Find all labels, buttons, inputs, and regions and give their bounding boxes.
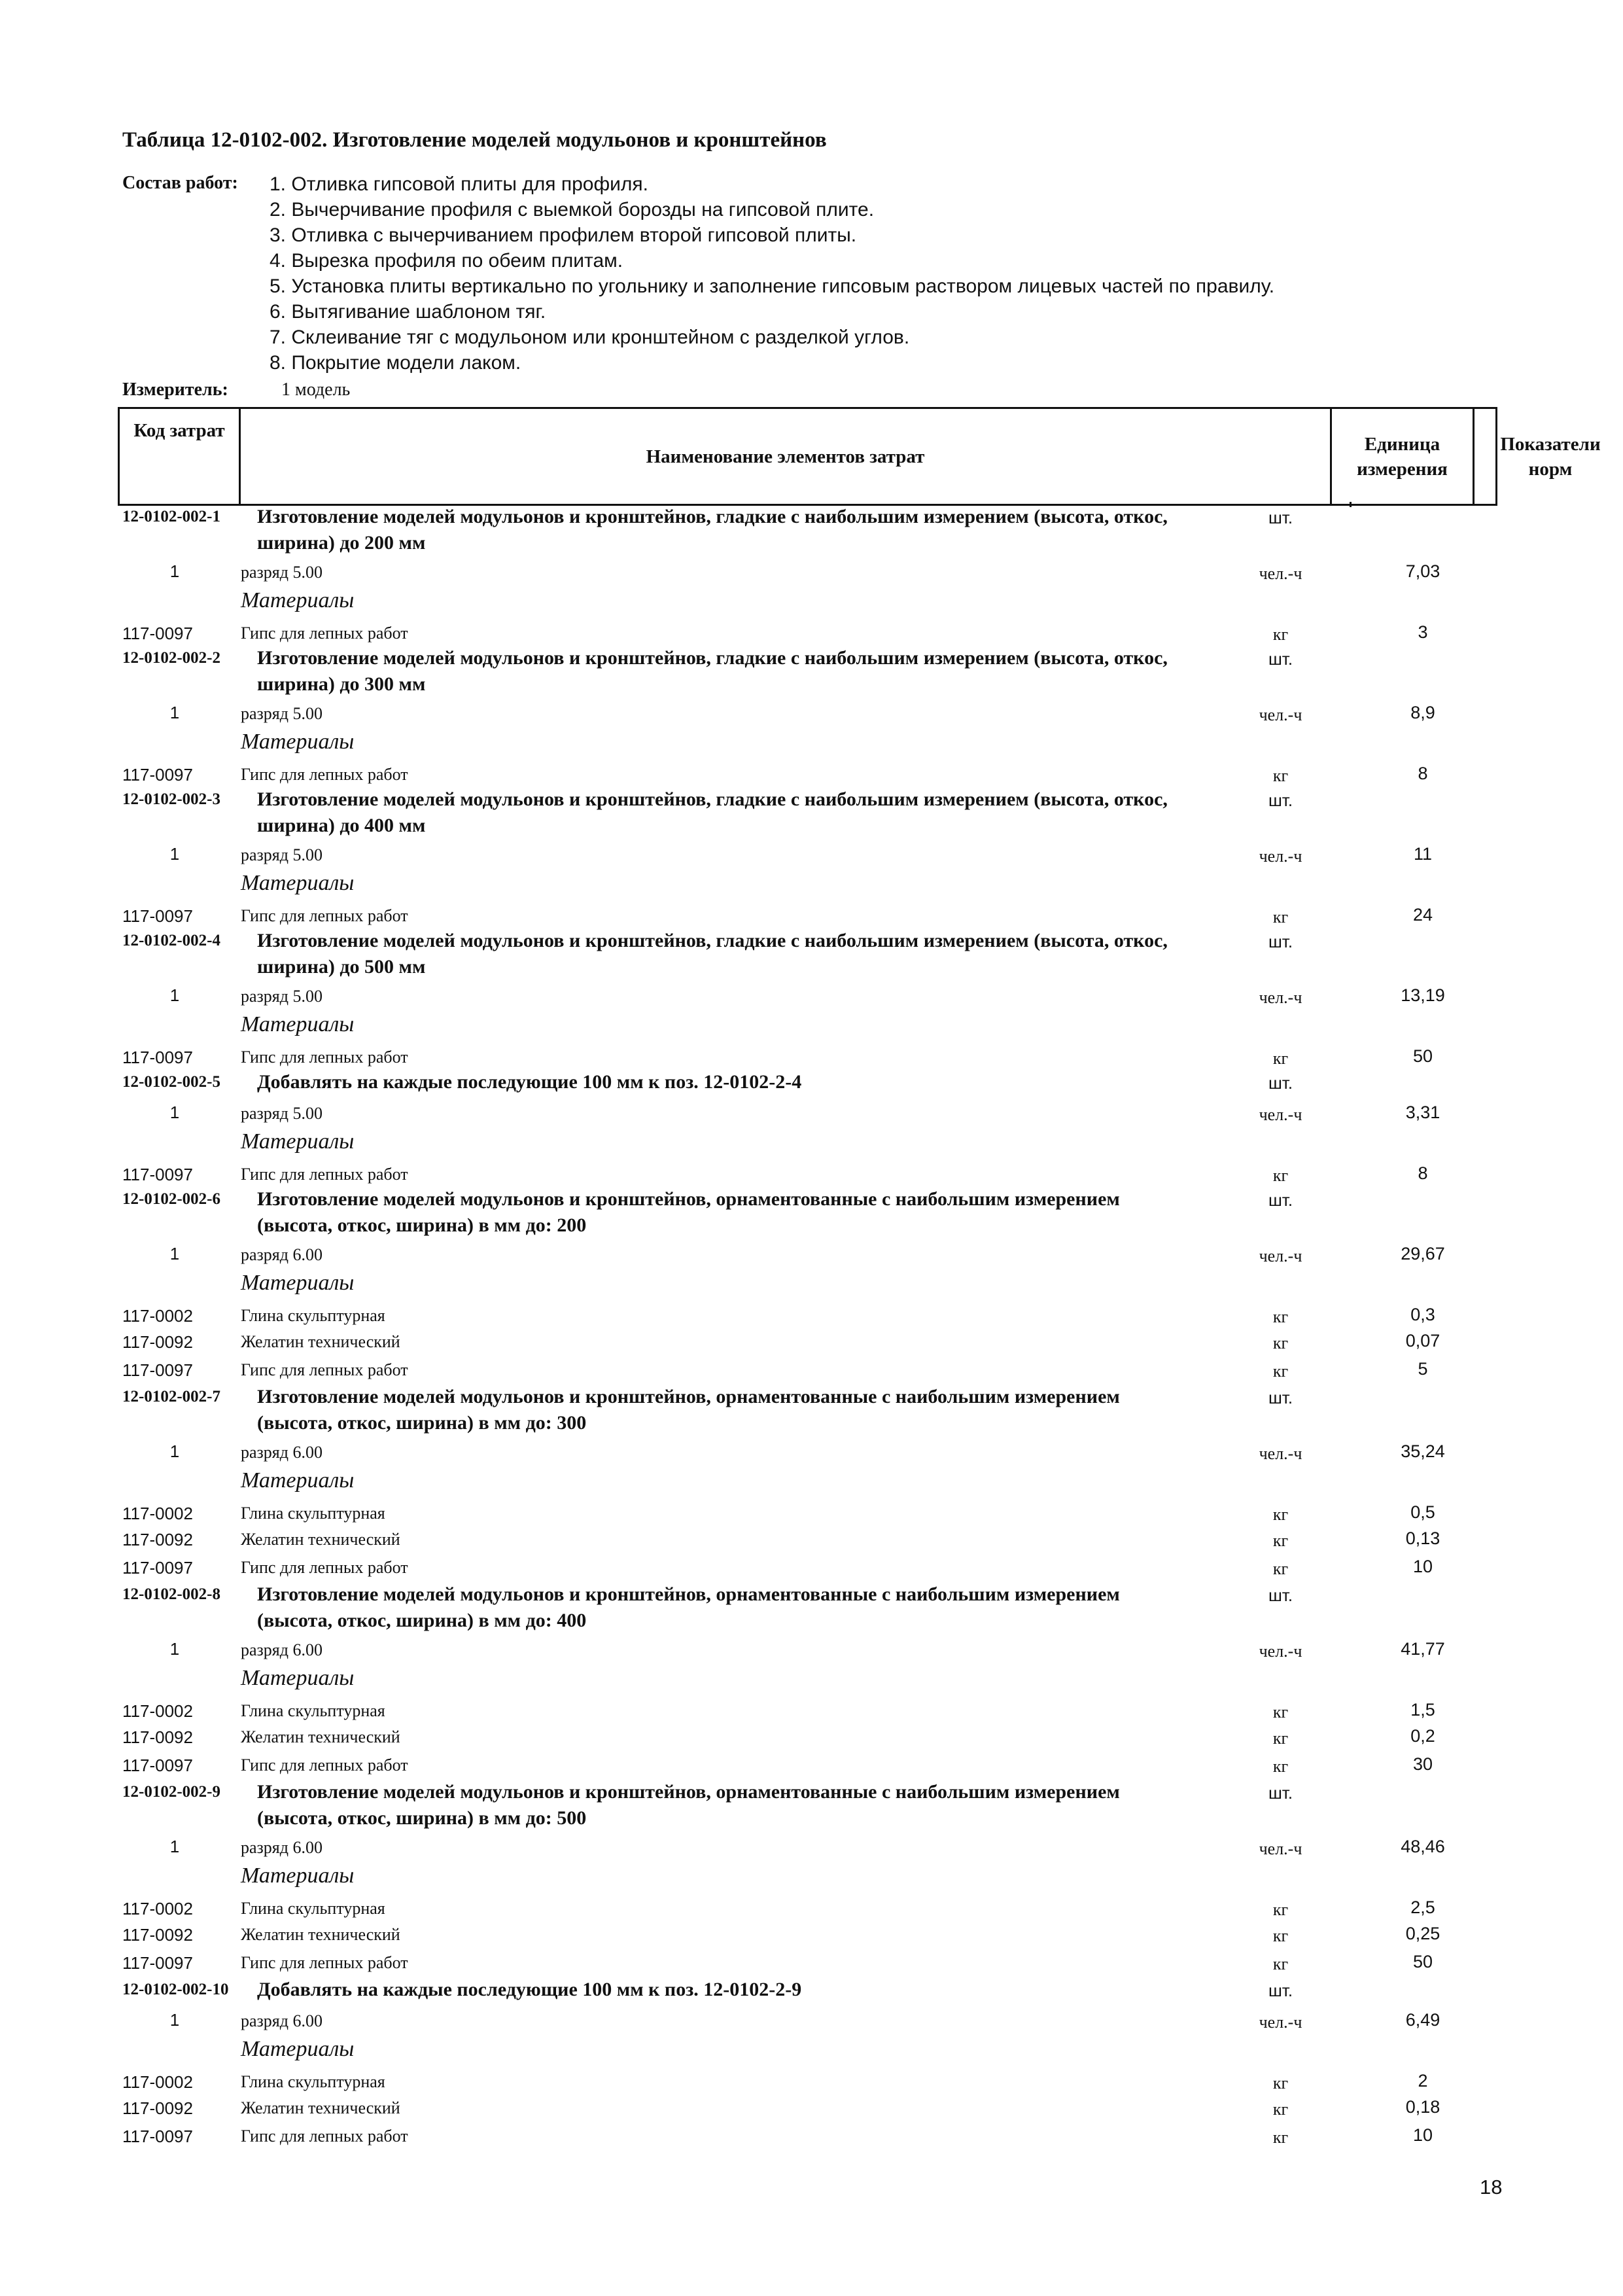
work-step: 8. Покрытие модели лаком. (270, 352, 521, 374)
unit-of-measure: чел.-ч (1259, 988, 1302, 1007)
norm-value: 0,07 (1405, 1331, 1440, 1351)
unit-of-measure: кг (1272, 1729, 1289, 1748)
cost-code: 117-0002 (122, 2072, 193, 2092)
element-name: разряд 6.00 (241, 1838, 323, 1857)
cost-code: 117-0092 (122, 1530, 193, 1549)
table-header (118, 407, 1601, 506)
element-name: Желатин технический (241, 1332, 400, 1351)
norm-value: 50 (1412, 1046, 1433, 1066)
norm-value: 2,5 (1410, 1898, 1435, 1917)
element-name: разряд 6.00 (241, 1640, 323, 1659)
norm-value: 8,9 (1410, 703, 1435, 722)
cost-code: 1 (169, 561, 180, 581)
unit-of-measure: кг (1272, 1926, 1289, 1945)
element-name: Желатин технический (241, 1727, 400, 1746)
norm-value: 0,3 (1410, 1305, 1435, 1324)
meter-value: 1 модель (281, 380, 351, 400)
element-name: Глина скульптурная (241, 1899, 385, 1918)
element-name: разряд 5.00 (241, 845, 323, 864)
cost-code: 117-0002 (122, 1701, 193, 1721)
element-name: разряд 5.00 (241, 1104, 323, 1123)
unit-of-measure: чел.-ч (1259, 564, 1302, 583)
element-name: Изготовление моделей модульонов и кронштейнов, орнаментованные с наибольшим измерением (высота, откос, ширина) в мм до: 200 (257, 1188, 1120, 1236)
unit-of-measure: кг (1272, 1333, 1289, 1352)
unit-of-measure: кг (1272, 1954, 1289, 1973)
norm-value: 35,24 (1401, 1441, 1445, 1461)
norm-value: 5 (1418, 1359, 1428, 1379)
page-number: 18 (1480, 2176, 1503, 2199)
norm-value: 3 (1418, 622, 1428, 642)
norm-value: 0,5 (1410, 1502, 1435, 1522)
cost-code: 117-0097 (122, 1048, 193, 1067)
work-step: 3. Отливка с вычерчиванием профилем второй гипсовой плиты. (270, 224, 857, 246)
cost-code: 1 (169, 1639, 180, 1659)
meter-label: Измеритель: (122, 380, 228, 400)
element-name: Гипс для лепных работ (241, 1048, 408, 1067)
cost-code: 117-0092 (122, 1332, 193, 1352)
unit-of-measure: кг (1272, 1166, 1289, 1185)
unit-of-measure: чел.-ч (1259, 1246, 1302, 1265)
element-name: разряд 6.00 (241, 1245, 323, 1264)
element-name: Гипс для лепных работ (241, 1756, 408, 1775)
header-code: Код затрат (133, 420, 225, 441)
unit-of-measure: шт. (1268, 1783, 1293, 1803)
cost-code: 117-0002 (122, 1899, 193, 1918)
unit-of-measure: шт. (1268, 790, 1293, 810)
element-name: Добавлять на каждые последующие 100 мм к поз. 12-0102-2-4 (257, 1071, 802, 1093)
materials-label: Материалы (241, 871, 355, 895)
cost-code: 12-0102-002-6 (122, 1190, 220, 1208)
cost-code: 117-0002 (122, 1504, 193, 1523)
header-value: Показатели норм (1500, 433, 1601, 480)
cost-code: 12-0102-002-1 (122, 508, 220, 525)
unit-of-measure: кг (1272, 766, 1289, 785)
unit-of-measure: кг (1272, 1900, 1289, 1919)
element-name: Гипс для лепных работ (241, 1360, 408, 1379)
norm-value: 11 (1413, 844, 1433, 864)
norm-value: 1,5 (1410, 1700, 1435, 1720)
element-name: Глина скульптурная (241, 1701, 385, 1720)
unit-of-measure: кг (1272, 1703, 1289, 1722)
unit-of-measure: чел.-ч (1259, 847, 1302, 866)
element-name: разряд 6.00 (241, 1443, 323, 1462)
work-step: 4. Вырезка профиля по обеим плитам. (270, 250, 623, 272)
unit-of-measure: чел.-ч (1259, 1839, 1302, 1858)
norm-value: 48,46 (1401, 1837, 1445, 1856)
unit-of-measure: шт. (1268, 649, 1293, 669)
cost-code: 12-0102-002-3 (122, 790, 220, 808)
materials-label: Материалы (241, 1863, 355, 1888)
norm-value: 0,25 (1405, 1924, 1440, 1943)
unit-of-measure: кг (1272, 2074, 1289, 2093)
cost-code: 12-0102-002-8 (122, 1585, 220, 1603)
norm-value: 41,77 (1401, 1639, 1445, 1659)
work-composition-list (270, 171, 1274, 376)
cost-code: 12-0102-002-10 (122, 1981, 229, 1998)
element-name: Изготовление моделей модульонов и кронштейнов, гладкие с наибольшим измерением (высота, откос, ширина) до 400 мм (257, 788, 1168, 836)
cost-code: 12-0102-002-9 (122, 1783, 220, 1801)
cost-code: 12-0102-002-5 (122, 1073, 220, 1091)
norm-value: 29,67 (1401, 1244, 1445, 1263)
header-divider (1350, 502, 1352, 507)
cost-code: 117-0092 (122, 1925, 193, 1945)
unit-of-measure: шт. (1268, 1981, 1293, 2000)
element-name: Изготовление моделей модульонов и кронштейнов, гладкие с наибольшим измерением (высота, откос, ширина) до 300 мм (257, 647, 1168, 695)
unit-of-measure: шт. (1268, 1585, 1293, 1605)
element-name: разряд 5.00 (241, 987, 323, 1006)
unit-of-measure: чел.-ч (1259, 2013, 1302, 2032)
cost-code: 117-0097 (122, 1558, 193, 1578)
materials-label: Материалы (241, 1468, 355, 1492)
element-name: Глина скульптурная (241, 1306, 385, 1325)
element-name: Глина скульптурная (241, 1504, 385, 1523)
unit-of-measure: чел.-ч (1259, 1642, 1302, 1661)
norm-value: 6,49 (1405, 2010, 1440, 2030)
unit-of-measure: кг (1272, 1505, 1289, 1524)
element-name: Гипс для лепных работ (241, 1165, 408, 1184)
norm-value: 30 (1412, 1754, 1433, 1774)
unit-of-measure: чел.-ч (1259, 1105, 1302, 1124)
unit-of-measure: кг (1272, 625, 1289, 644)
element-name: разряд 6.00 (241, 2011, 323, 2030)
cost-code: 1 (169, 703, 180, 722)
element-name: Гипс для лепных работ (241, 2127, 408, 2146)
materials-label: Материалы (241, 1271, 355, 1295)
element-name: Глина скульптурная (241, 2072, 385, 2091)
unit-of-measure: чел.-ч (1259, 1444, 1302, 1463)
cost-code: 117-0092 (122, 1727, 193, 1747)
cost-code: 1 (169, 1441, 180, 1461)
cost-code: 117-0097 (122, 1165, 193, 1184)
element-name: Изготовление моделей модульонов и кронштейнов, гладкие с наибольшим измерением (высота, откос, ширина) до 500 мм (257, 930, 1168, 978)
cost-code: 1 (169, 985, 180, 1005)
norm-value: 10 (1412, 1557, 1433, 1576)
norm-value: 8 (1418, 764, 1428, 783)
cost-code: 117-0097 (122, 624, 193, 643)
element-name: Гипс для лепных работ (241, 1558, 408, 1577)
norm-value: 13,19 (1401, 985, 1445, 1005)
cost-code: 117-0097 (122, 765, 193, 785)
cost-code: 117-0097 (122, 2127, 193, 2146)
unit-of-measure: кг (1272, 1362, 1289, 1381)
cost-code: 1 (169, 844, 180, 864)
header-name: Наименование элементов затрат (646, 446, 925, 467)
work-step: 2. Вычерчивание профиля с выемкой борозды на гипсовой плите. (270, 199, 875, 221)
unit-of-measure: чел.-ч (1259, 705, 1302, 724)
unit-of-measure: шт. (1268, 932, 1293, 951)
unit-of-measure: шт. (1268, 1190, 1293, 1210)
element-name: Изготовление моделей модульонов и кронштейнов, орнаментованные с наибольшим измерением (высота, откос, ширина) в мм до: 500 (257, 1781, 1120, 1829)
norm-value: 3,31 (1405, 1103, 1440, 1122)
materials-label: Материалы (241, 2037, 355, 2061)
materials-label: Материалы (241, 730, 355, 754)
norm-value: 8 (1418, 1163, 1428, 1183)
unit-of-measure: шт. (1268, 1388, 1293, 1407)
norm-value: 0,13 (1405, 1528, 1440, 1548)
norm-value: 10 (1412, 2125, 1433, 2145)
materials-label: Материалы (241, 1129, 355, 1154)
element-name: Гипс для лепных работ (241, 624, 408, 643)
element-name: Желатин технический (241, 1530, 400, 1549)
header-unit: Единица измерения (1357, 433, 1448, 480)
work-composition-label: Состав работ: (122, 173, 238, 193)
cost-code: 117-0097 (122, 906, 193, 926)
norm-value: 0,2 (1410, 1726, 1435, 1746)
work-step: 6. Вытягивание шаблоном тяг. (270, 301, 546, 323)
unit-of-measure: кг (1272, 908, 1289, 927)
cost-code: 1 (169, 1103, 180, 1122)
element-name: Гипс для лепных работ (241, 906, 408, 925)
cost-code: 12-0102-002-7 (122, 1388, 220, 1405)
materials-label: Материалы (241, 1012, 355, 1036)
work-step: 1. Отливка гипсовой плиты для профиля. (270, 173, 648, 195)
element-name: Добавлять на каждые последующие 100 мм к поз. 12-0102-2-9 (257, 1979, 802, 2000)
cost-code: 117-0097 (122, 1360, 193, 1380)
element-name: Гипс для лепных работ (241, 765, 408, 784)
unit-of-measure: кг (1272, 1531, 1289, 1550)
unit-of-measure: кг (1272, 1307, 1289, 1326)
work-step: 5. Установка плиты вертикально по угольнику и заполнение гипсовым раствором лицевых частей по правилу. (270, 275, 1275, 297)
cost-code: 1 (169, 2010, 180, 2030)
element-name: Гипс для лепных работ (241, 1953, 408, 1972)
norm-value: 7,03 (1405, 561, 1440, 581)
unit-of-measure: кг (1272, 1559, 1289, 1578)
element-name: Изготовление моделей модульонов и кронштейнов, гладкие с наибольшим измерением (высота, откос, ширина) до 200 мм (257, 506, 1168, 554)
unit-of-measure: кг (1272, 2100, 1289, 2119)
cost-code: 117-0097 (122, 1756, 193, 1775)
cost-code: 117-0092 (122, 2098, 193, 2118)
materials-label: Материалы (241, 588, 355, 612)
element-name: Изготовление моделей модульонов и кронштейнов, орнаментованные с наибольшим измерением (высота, откос, ширина) в мм до: 300 (257, 1386, 1120, 1434)
work-step: 7. Склеивание тяг с модульоном или кронштейном с разделкой углов. (270, 327, 910, 348)
unit-of-measure: кг (1272, 1757, 1289, 1776)
materials-label: Материалы (241, 1666, 355, 1690)
norm-value: 50 (1412, 1952, 1433, 1971)
unit-of-measure: шт. (1268, 508, 1293, 527)
unit-of-measure: кг (1272, 1049, 1289, 1068)
norm-value: 24 (1412, 905, 1433, 925)
element-name: Изготовление моделей модульонов и кронштейнов, орнаментованные с наибольшим измерением (высота, откос, ширина) в мм до: 400 (257, 1583, 1120, 1631)
table-title: Таблица 12-0102-002. Изготовление моделей модульонов и кронштейнов (122, 128, 827, 152)
norm-value: 2 (1418, 2071, 1428, 2091)
cost-code: 1 (169, 1837, 180, 1856)
element-name: Желатин технический (241, 2098, 400, 2117)
cost-code: 12-0102-002-2 (122, 649, 220, 667)
cost-code: 1 (169, 1244, 180, 1263)
element-name: разряд 5.00 (241, 704, 323, 723)
cost-code: 117-0002 (122, 1306, 193, 1326)
unit-of-measure: шт. (1268, 1073, 1293, 1093)
cost-code: 117-0097 (122, 1953, 193, 1973)
element-name: Желатин технический (241, 1925, 400, 1944)
element-name: разряд 5.00 (241, 563, 323, 582)
unit-of-measure: кг (1272, 2128, 1289, 2147)
cost-code: 12-0102-002-4 (122, 932, 220, 949)
norm-value: 0,18 (1405, 2097, 1440, 2117)
